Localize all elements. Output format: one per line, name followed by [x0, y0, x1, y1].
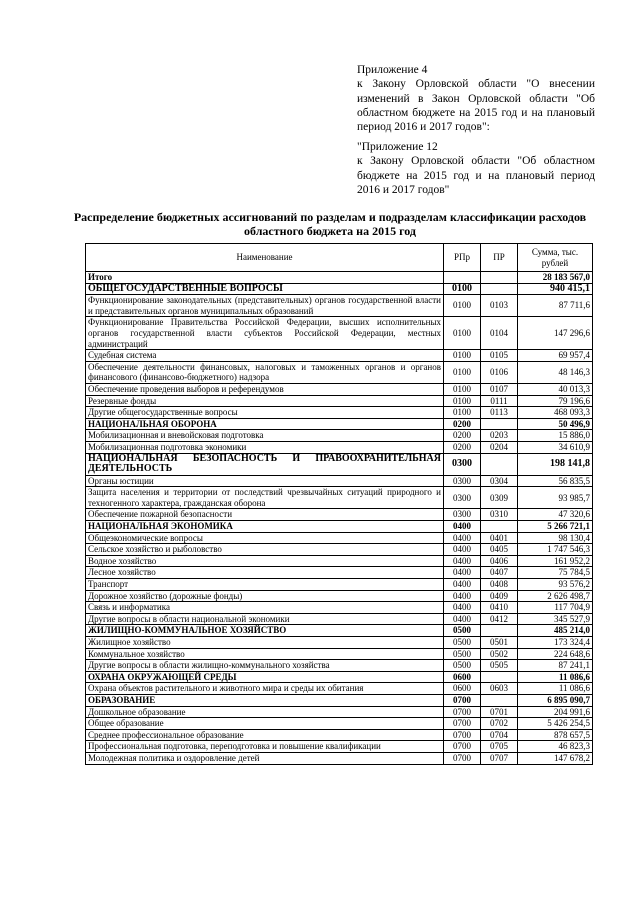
row-rpr: 0300 — [444, 453, 481, 475]
row-rpr: 0400 — [444, 579, 481, 591]
row-sum: 468 093,3 — [518, 407, 593, 419]
row-pr: 0309 — [481, 487, 518, 509]
row-pr: 0704 — [481, 729, 518, 741]
row-rpr: 0200 — [444, 430, 481, 442]
row-name: ОБЩЕГОСУДАРСТВЕННЫЕ ВОПРОСЫ — [86, 283, 444, 295]
appendix-text: к Закону Орловской области "О внесении изменений в Закон Орловской области "Об областном бюджете на 2015 год и на плановый период 2016 и 2017 годов": — [357, 78, 595, 134]
row-sum: 79 196,6 — [518, 395, 593, 407]
row-sum: 75 784,5 — [518, 567, 593, 579]
row-sum: 50 496,9 — [518, 418, 593, 430]
row-name: Органы юстиции — [86, 475, 444, 487]
row-pr: 0111 — [481, 395, 518, 407]
row-sum: 87 241,1 — [518, 660, 593, 672]
budget-table — [85, 243, 593, 765]
table-row — [86, 706, 593, 718]
table-row — [86, 555, 593, 567]
row-name: ЖИЛИЩНО-КОММУНАЛЬНОЕ ХОЗЯЙСТВО — [86, 625, 444, 637]
row-pr: 0107 — [481, 383, 518, 395]
row-pr — [481, 283, 518, 295]
table-row — [86, 613, 593, 625]
row-pr: 0408 — [481, 579, 518, 591]
row-pr: 0105 — [481, 350, 518, 362]
row-pr: 0407 — [481, 567, 518, 579]
row-sum: 98 130,4 — [518, 532, 593, 544]
row-pr — [481, 521, 518, 533]
row-pr: 0103 — [481, 295, 518, 317]
row-sum: 117 704,9 — [518, 602, 593, 614]
row-pr: 0106 — [481, 361, 518, 383]
row-rpr: 0100 — [444, 395, 481, 407]
row-name: НАЦИОНАЛЬНАЯ ЭКОНОМИКА — [86, 521, 444, 533]
row-name: Другие вопросы в области жилищно-коммунального хозяйства — [86, 660, 444, 672]
row-pr: 0501 — [481, 637, 518, 649]
row-pr — [481, 694, 518, 706]
table-row — [86, 407, 593, 419]
table-row — [86, 544, 593, 556]
row-rpr: 0700 — [444, 729, 481, 741]
row-sum: 147 296,6 — [518, 317, 593, 350]
row-sum: 1 747 546,3 — [518, 544, 593, 556]
row-pr: 0410 — [481, 602, 518, 614]
table-row — [86, 418, 593, 430]
row-sum: 2 626 498,7 — [518, 590, 593, 602]
row-sum: 878 657,5 — [518, 729, 593, 741]
table-body — [86, 272, 593, 765]
row-pr: 0203 — [481, 430, 518, 442]
row-rpr: 0400 — [444, 567, 481, 579]
row-name: Общее образование — [86, 718, 444, 730]
row-sum: 198 141,8 — [518, 453, 593, 475]
table-row — [86, 509, 593, 521]
table-row — [86, 694, 593, 706]
row-rpr: 0400 — [444, 613, 481, 625]
row-pr: 0304 — [481, 475, 518, 487]
row-name: Транспорт — [86, 579, 444, 591]
row-name: Дорожное хозяйство (дорожные фонды) — [86, 590, 444, 602]
row-name: ОБРАЗОВАНИЕ — [86, 694, 444, 706]
table-row — [86, 383, 593, 395]
table-row — [86, 625, 593, 637]
row-name: Профессиональная подготовка, переподготовка и повышение квалификации — [86, 741, 444, 753]
row-sum: 161 952,2 — [518, 555, 593, 567]
row-name: Сельское хозяйство и рыболовство — [86, 544, 444, 556]
row-name: Среднее профессиональное образование — [86, 729, 444, 741]
row-sum: 93 985,7 — [518, 487, 593, 509]
row-pr: 0707 — [481, 752, 518, 764]
table-row — [86, 567, 593, 579]
table-row — [86, 729, 593, 741]
row-sum: 69 957,4 — [518, 350, 593, 362]
row-name: Защита населения и территории от последствий чрезвычайных ситуаций природного и техногенного характера, гражданская оборона — [86, 487, 444, 509]
row-name: ОХРАНА ОКРУЖАЮЩЕЙ СРЕДЫ — [86, 671, 444, 683]
row-rpr: 0600 — [444, 683, 481, 695]
row-name: Другие вопросы в области национальной экономики — [86, 613, 444, 625]
row-pr: 0310 — [481, 509, 518, 521]
row-sum: 173 324,4 — [518, 637, 593, 649]
row-sum: 6 895 090,7 — [518, 694, 593, 706]
row-sum: 28 183 567,0 — [518, 272, 593, 284]
row-pr: 0406 — [481, 555, 518, 567]
header-name: Наименование — [86, 244, 444, 272]
table-row — [86, 295, 593, 317]
row-sum: 147 678,2 — [518, 752, 593, 764]
table-row — [86, 718, 593, 730]
table-row — [86, 637, 593, 649]
row-sum: 11 086,6 — [518, 683, 593, 695]
row-name: Судебная система — [86, 350, 444, 362]
table-row — [86, 361, 593, 383]
table-row — [86, 660, 593, 672]
row-sum: 224 648,6 — [518, 648, 593, 660]
row-rpr: 0400 — [444, 555, 481, 567]
row-rpr: 0700 — [444, 718, 481, 730]
row-rpr: 0100 — [444, 317, 481, 350]
row-sum: 345 527,9 — [518, 613, 593, 625]
row-name: Мобилизационная подготовка экономики — [86, 441, 444, 453]
row-rpr: 0500 — [444, 660, 481, 672]
row-sum: 47 320,6 — [518, 509, 593, 521]
row-sum: 56 835,5 — [518, 475, 593, 487]
row-name: НАЦИОНАЛЬНАЯ ОБОРОНА — [86, 418, 444, 430]
row-rpr: 0700 — [444, 741, 481, 753]
row-pr — [481, 418, 518, 430]
row-sum: 15 886,0 — [518, 430, 593, 442]
table-row — [86, 521, 593, 533]
table-row — [86, 395, 593, 407]
row-sum: 940 415,1 — [518, 283, 593, 295]
row-name: Охрана объектов растительного и животного мира и среды их обитания — [86, 683, 444, 695]
row-pr: 0502 — [481, 648, 518, 660]
table-row — [86, 453, 593, 475]
appendix-sub-title: "Приложение 12 — [357, 141, 438, 153]
row-sum: 485 214,0 — [518, 625, 593, 637]
row-name: Связь и информатика — [86, 602, 444, 614]
row-name: Общеэкономические вопросы — [86, 532, 444, 544]
row-pr — [481, 272, 518, 284]
row-rpr: 0100 — [444, 350, 481, 362]
row-sum: 46 823,3 — [518, 741, 593, 753]
row-pr: 0405 — [481, 544, 518, 556]
header-pr: ПР — [481, 244, 518, 272]
row-name: Дошкольное образование — [86, 706, 444, 718]
row-rpr: 0400 — [444, 521, 481, 533]
row-sum: 40 013,3 — [518, 383, 593, 395]
row-rpr: 0700 — [444, 694, 481, 706]
table-row — [86, 283, 593, 295]
row-sum: 11 086,6 — [518, 671, 593, 683]
row-name: Водное хозяйство — [86, 555, 444, 567]
row-rpr: 0100 — [444, 361, 481, 383]
row-rpr: 0200 — [444, 441, 481, 453]
row-rpr: 0400 — [444, 590, 481, 602]
table-row — [86, 741, 593, 753]
row-name: Функционирование Правительства Российской Федерации, высших исполнительных органов государственной власти субъектов Российской Федерации, местных администраций — [86, 317, 444, 350]
table-row — [86, 350, 593, 362]
row-name: Другие общегосударственные вопросы — [86, 407, 444, 419]
row-sum: 93 576,2 — [518, 579, 593, 591]
row-pr — [481, 625, 518, 637]
appendix-header — [357, 63, 595, 134]
row-sum: 5 426 254,5 — [518, 718, 593, 730]
header-rpr: РПр — [444, 244, 481, 272]
row-name: НАЦИОНАЛЬНАЯ БЕЗОПАСНОСТЬ И ПРАВООХРАНИТЕЛЬНАЯ ДЕЯТЕЛЬНОСТЬ — [86, 453, 444, 475]
row-rpr: 0100 — [444, 407, 481, 419]
row-rpr: 0500 — [444, 648, 481, 660]
table-row — [86, 590, 593, 602]
row-name: Жилищное хозяйство — [86, 637, 444, 649]
table-row — [86, 532, 593, 544]
row-pr — [481, 671, 518, 683]
row-pr: 0409 — [481, 590, 518, 602]
document-title: Распределение бюджетных ассигнований по разделам и подразделам классификации расходов областного бюджета на 2015 год — [73, 210, 587, 238]
row-rpr: 0700 — [444, 752, 481, 764]
row-rpr: 0300 — [444, 509, 481, 521]
row-pr: 0705 — [481, 741, 518, 753]
table-row — [86, 317, 593, 350]
appendix-sub-text: к Закону Орловской области "Об областном бюджете на 2015 год и на плановый период 2016 и 2017 годов" — [357, 155, 595, 196]
row-name: Обеспечение проведения выборов и референдумов — [86, 383, 444, 395]
row-pr: 0412 — [481, 613, 518, 625]
row-pr: 0701 — [481, 706, 518, 718]
row-name: Итого — [86, 272, 444, 284]
table-row — [86, 579, 593, 591]
table-row — [86, 272, 593, 284]
row-pr: 0204 — [481, 441, 518, 453]
row-rpr: 0400 — [444, 532, 481, 544]
row-pr: 0603 — [481, 683, 518, 695]
table-row — [86, 752, 593, 764]
row-rpr: 0100 — [444, 383, 481, 395]
row-pr: 0104 — [481, 317, 518, 350]
row-rpr: 0400 — [444, 602, 481, 614]
appendix-title: Приложение 4 — [357, 64, 428, 76]
row-name: Коммунальное хозяйство — [86, 648, 444, 660]
row-sum: 204 991,6 — [518, 706, 593, 718]
row-sum: 5 266 721,1 — [518, 521, 593, 533]
row-rpr — [444, 272, 481, 284]
row-sum: 87 711,6 — [518, 295, 593, 317]
row-rpr: 0300 — [444, 487, 481, 509]
table-row — [86, 441, 593, 453]
row-rpr: 0100 — [444, 295, 481, 317]
row-pr: 0702 — [481, 718, 518, 730]
row-name: Функционирование законодательных (представительных) органов государственной власти и представительных органов муниципальных образований — [86, 295, 444, 317]
row-name: Резервные фонды — [86, 395, 444, 407]
table-row — [86, 475, 593, 487]
row-pr: 0113 — [481, 407, 518, 419]
row-rpr: 0600 — [444, 671, 481, 683]
row-rpr: 0700 — [444, 706, 481, 718]
row-name: Обеспечение деятельности финансовых, налоговых и таможенных органов и органов финансового (финансово-бюджетного) надзора — [86, 361, 444, 383]
row-rpr: 0400 — [444, 544, 481, 556]
table-row — [86, 671, 593, 683]
row-pr: 0401 — [481, 532, 518, 544]
row-name: Мобилизационная и вневойсковая подготовка — [86, 430, 444, 442]
row-name: Лесное хозяйство — [86, 567, 444, 579]
row-rpr: 0100 — [444, 283, 481, 295]
row-rpr: 0500 — [444, 637, 481, 649]
table-row — [86, 683, 593, 695]
table-row — [86, 602, 593, 614]
appendix-sub-header — [357, 140, 595, 197]
row-sum: 48 146,3 — [518, 361, 593, 383]
row-name: Молодежная политика и оздоровление детей — [86, 752, 444, 764]
row-sum: 34 610,9 — [518, 441, 593, 453]
row-rpr: 0200 — [444, 418, 481, 430]
row-pr — [481, 453, 518, 475]
table-row — [86, 648, 593, 660]
row-name: Обеспечение пожарной безопасности — [86, 509, 444, 521]
table-row — [86, 430, 593, 442]
table-row — [86, 487, 593, 509]
table-header-row — [86, 244, 593, 272]
row-pr: 0505 — [481, 660, 518, 672]
row-rpr: 0300 — [444, 475, 481, 487]
row-rpr: 0500 — [444, 625, 481, 637]
header-sum: Сумма, тыс. рублей — [518, 244, 593, 272]
